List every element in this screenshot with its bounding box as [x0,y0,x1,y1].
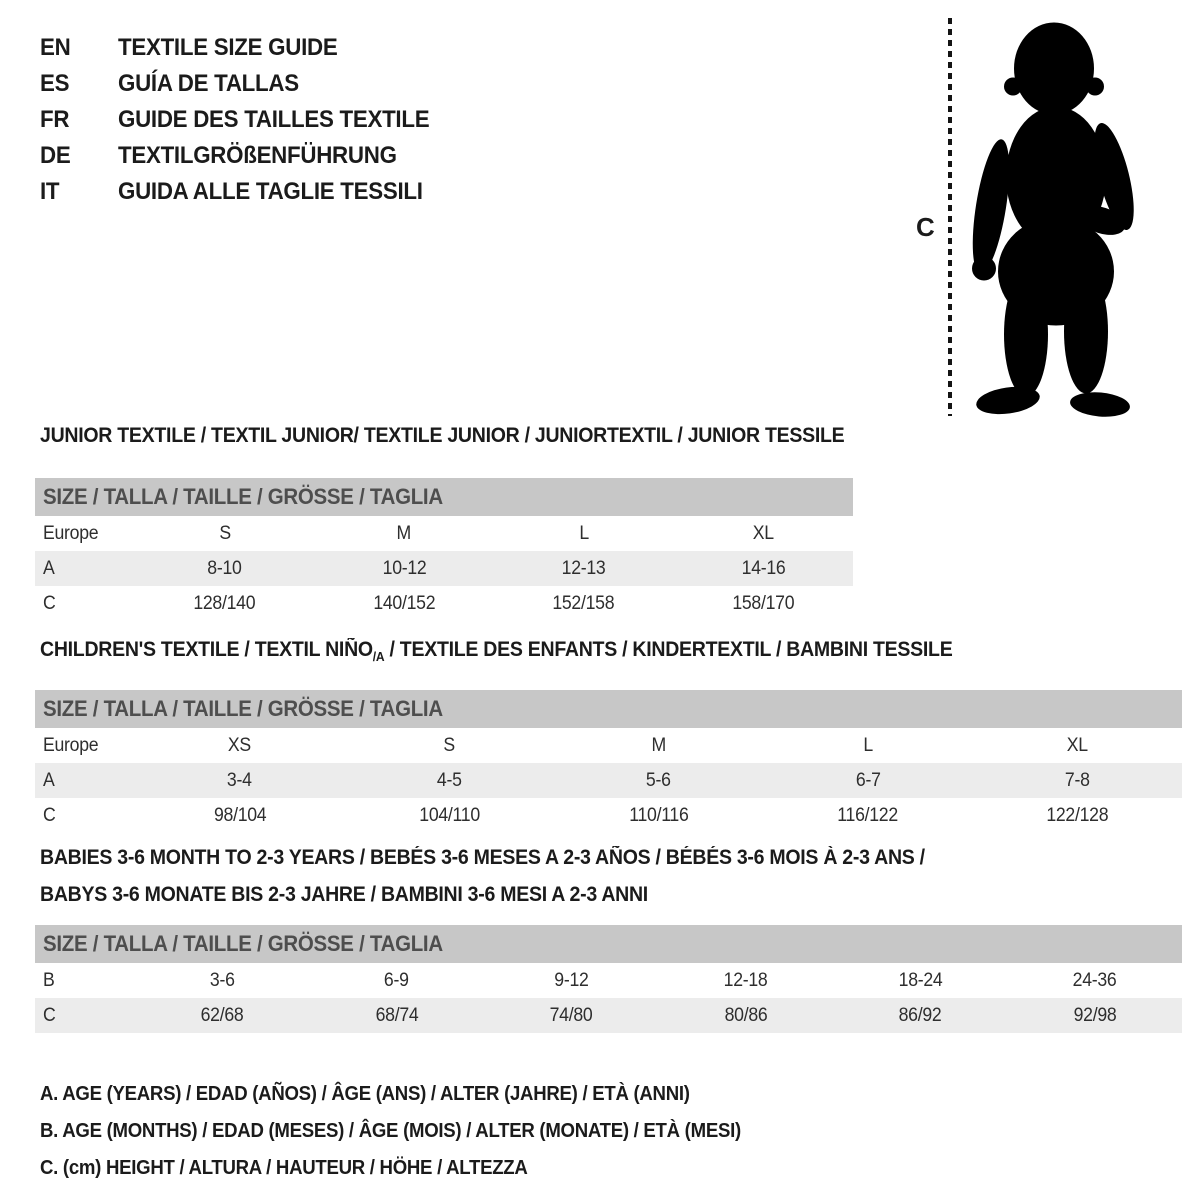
junior-size-header-bar: SIZE / TALLA / TAILLE / GRÖSSE / TAGLIA [35,478,853,516]
cell: 86/92 [898,1004,942,1026]
table-row [35,586,853,621]
legend-line-a: A. AGE (YEARS) / EDAD (AÑOS) / ÂGE (ANS) / ALTER (JAHRE) / ETÀ (ANNI) [40,1083,690,1105]
cell: 3-6 [209,969,235,991]
legend-line-c: C. (cm) HEIGHT / ALTURA / HAUTEUR / HÖHE / ALTEZZA [40,1157,528,1179]
table-row [35,798,1182,833]
cell: 24-36 [1072,969,1117,991]
legend-line-b: B. AGE (MONTHS) / EDAD (MESES) / ÂGE (MOIS) / ALTER (MONATE) / ETÀ (MESI) [40,1120,741,1142]
cell: 8-10 [207,557,242,579]
cell: 98/104 [213,804,266,826]
cell: 62/68 [200,1004,244,1026]
cell: 7-8 [1064,769,1090,791]
cell: 158/170 [732,592,795,614]
cell: S [218,522,231,544]
cell: 152/158 [552,592,615,614]
cell: 6-7 [855,769,881,791]
row-label: A [43,557,55,579]
cell: 9-12 [554,969,589,991]
cell: 18-24 [898,969,943,991]
toddler-figure [900,0,1200,440]
lang-code-it: IT [40,178,60,205]
lang-title-en: TEXTILE SIZE GUIDE [118,34,338,61]
babies-size-header-bar: SIZE / TALLA / TAILLE / GRÖSSE / TAGLIA [35,925,1182,963]
cell: L [863,734,873,756]
cell: 110/116 [628,804,689,826]
lang-row-en [40,30,453,66]
cell: 6-9 [384,969,410,991]
junior-size-table [35,478,853,621]
lang-code-de: DE [40,142,71,169]
language-title-list [40,30,453,210]
junior-section-title: JUNIOR TEXTILE / TEXTIL JUNIOR/ TEXTILE JUNIOR / JUNIORTEXTIL / JUNIOR TESSILE [40,424,845,447]
row-label: Europe [43,522,99,544]
height-measure-label: C [916,212,935,242]
table-row [35,998,1182,1033]
cell: 92/98 [1073,1004,1117,1026]
nino-a-subscript: /A [372,649,385,665]
cell: 74/80 [549,1004,593,1026]
cell: 12-18 [723,969,768,991]
cell: XL [1066,734,1088,756]
row-label: Europe [43,734,99,756]
cell: 116/122 [837,804,899,826]
cell: 5-6 [646,769,671,791]
cell: 104/110 [418,804,480,826]
lang-title-es: GUÍA DE TALLAS [118,70,299,97]
cell: 4-5 [436,769,462,791]
table-row [35,963,1182,998]
row-label: B [43,969,55,991]
lang-row-it [40,174,453,210]
cell: 128/140 [193,592,256,614]
children-size-table [35,690,1182,833]
cell: M [397,522,412,544]
cell: 12-13 [561,557,606,579]
babies-section-title-line1: BABIES 3-6 MONTH TO 2-3 YEARS / BEBÉS 3-6 MESES A 2-3 AÑOS / BÉBÉS 3-6 MOIS À 2-3 ANS / [40,846,925,869]
lang-title-it: GUIDA ALLE TAGLIE TESSILI [118,178,423,205]
legend [40,1076,794,1187]
table-row [35,516,853,551]
cell: 68/74 [375,1004,419,1026]
row-label: C [43,592,56,614]
table-row [35,728,1182,763]
height-dashed-line [948,18,952,416]
row-label: C [43,1004,56,1026]
cell: 10-12 [382,557,427,579]
table-row [35,763,1182,798]
row-label: C [43,804,56,826]
cell: M [651,734,666,756]
cell: XL [752,522,774,544]
lang-code-en: EN [40,34,71,61]
row-label: A [43,769,55,791]
cell: 122/128 [1046,804,1109,826]
children-section-title: CHILDREN'S TEXTILE / TEXTIL $NIÑO_{/A}$ / TEXTILE DES ENFANTS / KINDERTEXTIL / BAMBINI TESSILE [40,638,953,665]
lang-row-es [40,66,453,102]
cell: 80/86 [724,1004,768,1026]
lang-row-de [40,138,453,174]
lang-title-fr: GUIDE DES TAILLES TEXTILE [118,106,430,133]
toddler-silhouette-icon [964,14,1144,419]
table-row [35,551,853,586]
cell: 140/152 [373,592,436,614]
cell: 14-16 [741,557,786,579]
cell: 3-4 [227,769,253,791]
lang-row-fr [40,102,453,138]
children-size-header-bar: SIZE / TALLA / TAILLE / GRÖSSE / TAGLIA [35,690,1182,728]
cell: XS [228,734,252,756]
cell: S [443,734,455,756]
babies-section-title-line2: BABYS 3-6 MONATE BIS 2-3 JAHRE / BAMBINI 3-6 MESI A 2-3 ANNI [40,883,648,906]
lang-code-fr: FR [40,106,70,133]
cell: L [578,522,589,544]
lang-title-de: TEXTILGRÖßENFÜHRUNG [118,142,397,169]
lang-code-es: ES [40,70,70,97]
babies-size-table [35,925,1182,1033]
